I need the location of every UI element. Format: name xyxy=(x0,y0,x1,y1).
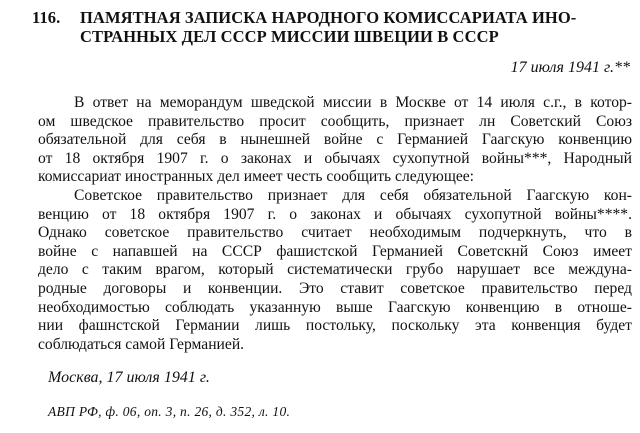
heading-line-1 xyxy=(32,8,632,27)
paragraph-1-line: от 18 октября 1907 г. о законах и обычаях сухопутной войны***, Народный xyxy=(38,149,632,167)
paragraph-2-line: дело с таким врагом, который систематически грубо нарушает все междуна- xyxy=(38,261,632,279)
paragraph-2-line: Однако советское правительство считает необходимым подчеркнуть, что в xyxy=(38,224,632,242)
paragraph-1-line: обязательной для себя в нынешней войне с Германией Гаагскую конвенцию xyxy=(38,131,632,149)
paragraph-1-line: комиссариат иностранных дел имеет честь сообщить следующее: xyxy=(38,168,475,186)
paragraph-2-line: Советское правительство признает для себя обязательной Гаагскую кон- xyxy=(74,186,632,204)
paragraph-2-line: необходимостью соблюдать указанную выше Гаагскую конвенцию в отноше- xyxy=(38,298,632,316)
paragraph-2-line: войне с напавшей на СССР фашистской Германией Советскнй Союз имеет xyxy=(38,242,632,260)
paragraph-2-line: венцию от 18 октября 1907 г. о законах и обычаях сухопутной войны****. xyxy=(38,205,632,223)
paragraph-1-line: В ответ на меморандум шведской миссии в Москве от 14 июля с.г., в котор- xyxy=(74,94,632,111)
title-line-1: ПАМЯТНАЯ ЗАПИСКА НАРОДНОГО КОМИССАРИАТА ИНО- xyxy=(80,8,577,27)
paragraph-1-line: ом шведское правительство просит сообщить, признает лн Советский Союз xyxy=(38,112,632,130)
document-heading xyxy=(32,8,632,46)
archive-source: АВП РФ, ф. 06, оп. 3, п. 26, д. 352, л. 10. xyxy=(48,404,291,419)
paragraph-2-line: родные договоры и конвенции. Это ставит советское правительство перед xyxy=(38,279,632,297)
document-date: 17 июля 1941 г.** xyxy=(510,59,630,76)
document-body xyxy=(38,94,632,354)
paragraph-2-line: соблюдаться самой Германией. xyxy=(38,335,245,353)
place-and-date: Москва, 17 июля 1941 г. xyxy=(48,369,210,386)
title-line-2: СТРАННЫХ ДЕЛ СССР МИССИИ ШВЕЦИИ В СССР xyxy=(80,27,499,46)
paragraph-2-line: нии фашнстской Германии лишь постольку, поскольку эта конвенция будет xyxy=(38,317,632,335)
document-number: 116. xyxy=(32,8,61,27)
